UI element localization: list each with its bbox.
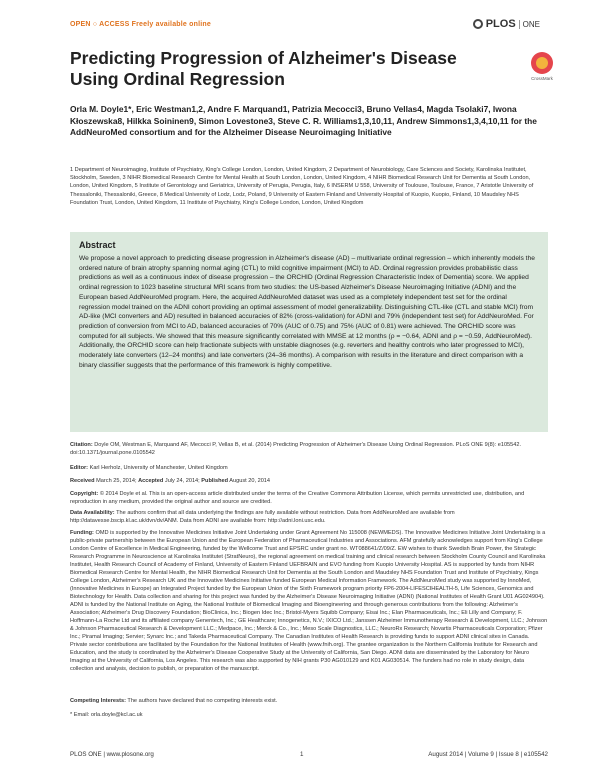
author-list: Orla M. Doyle1*, Eric Westman1,2, Andre F. Marquand1, Patrizia Mecocci3, Bruno Vellas4, Magda Tsolaki7, Iwona Kłoszewska8, Hilkka Soininen9, Simon Lovestone3, Steve C. R. Williams1,3,10,11, Andrew Simmons1,3,4,10,11 for the AddNeuroMed consortium and for the Alzheimer Disease Neuroimaging Initiative xyxy=(70,104,537,137)
top-bar xyxy=(70,18,540,34)
freely-available-text: Freely available online xyxy=(131,21,211,28)
copyright: Copyright: © 2014 Doyle et al. This is an open-access article distributed under the terms of the Creative Commons Attribution License, which permits unrestricted use, distribution, and reproduction in any medium, provided the original author and source are credited. xyxy=(70,491,525,505)
editor: Editor: Karl Herholz, University of Manchester, United Kingdom xyxy=(70,465,228,471)
article-dates: Received March 25, 2014; Accepted July 24, 2014; Published August 20, 2014 xyxy=(70,478,271,484)
footer-issue: August 2014 | Volume 9 | Issue 8 | e105542 xyxy=(428,751,548,758)
funding: Funding: OMD is supported by the Innovative Medicines Initiative Joint Undertaking under Grant Agreement No 115008 (NEWMEDS). The Innovative Medicines Initiative Joint Undertaking is a public-private partnership between the European Union and the European Federation of Pharmaceutical Industries and Associations. AFM gratefully acknowledges support from King's College London Centre of Excellence in Medical Engineering, funded by the Wellcome Trust and EPSRC under grant no. WT088641/Z/09/Z. EW wishes to thank Swedish Brain Power, the Strategic Research Programme in Neuroscience at Karolinska Institutet (StratNeuro), the regional agreement on medical training and clinical research between Stockholm County Council and Karolinska Institutet, Health Research Council of Academy of Finland, University of Eastern Finland UEFBRAIN and EVO funding from Kuopio University Hospital. AS is supported by funds from NIHR Biomedical Research Centre for Mental Health, the NIHR Biomedical Research Unit for Dementia at the South London and Maudsley NHS Foundation Trust and Institute of Psychiatry, Kings College London, Alzheimer's Research UK and the Innovative Medicines Initiative funded European Medical Information Framework. The AddNeuroMed study was supported by InnoMed, (Innovative Medicines in Europe) an Integrated Project funded by the European Union of the Sixth Framework program priority FP6-2004-LIFESCIHEALTH-5, Life Sciences, Genomics and Biotechnology for Health. Data collection and sharing for this project was funded by the Alzheimer's Disease Neuroimaging Initiative (ADNI) (National Institutes of Health Grant U01 AG024904). ADNI is funded by the National Institute on Aging, the National Institute of Biomedical Imaging and Bioengineering and through generous contributions from the following: Alzheimer's Association; Alzheimer's Drug Discovery Foundation; BioClinica, Inc.; Biogen Idec Inc.; Bristol-Myers Squibb Company; Eisai Inc.; Elan Pharmaceuticals, Inc.; Eli Lilly and Company; F. Hoffmann-La Roche Ltd and its affiliated company Genentech, Inc.; GE Healthcare; Innogenetics, N.V.; IXICO Ltd.; Janssen Alzheimer Immunotherapy Research & Development, LLC.; Johnson & Johnson Pharmaceutical Research & Development LLC.; Medpace, Inc.; Merck & Co., Inc.; Meso Scale Diagnostics, LLC.; NeuroRx Research; Novartis Pharmaceuticals Corporation; Pfizer Inc.; Piramal Imaging; Servier; Synarc Inc.; and Takeda Pharmaceutical Company. The Canadian Institutes of Health Research is providing funds to support ADNI clinical sites in Canada. Private sector contributions are facilitated by the Foundation for the National Institutes of Health (www.fnih.org). The grantee organization is the Northern California Institute for Research and Education, and the study is coordinated by the Alzheimer's Disease Cooperative Study at the University of California, San Diego. ADNI data are disseminated by the Laboratory for Neuro Imaging at the University of California, Los Angeles. This research was also supported by NIH grants P30 AG010129 and K01 AG030514. The funders had no role in study design, data collection and analysis, decision to publish, or preparation of the manuscript. xyxy=(70,530,548,672)
article-title: Predicting Progression of Alzheimer's Disease Using Ordinal Regression xyxy=(70,48,457,89)
footer-journal: PLOS ONE | www.plosone.org xyxy=(70,751,154,758)
open-access-lock-icon: ○ xyxy=(92,21,98,28)
abstract-heading: Abstract xyxy=(79,240,116,250)
abstract-box xyxy=(70,232,548,432)
corresponding-email: * Email: orla.doyle@kcl.ac.uk xyxy=(70,712,143,718)
plos-logo-icon xyxy=(473,19,483,29)
data-availability: Data Availability: The authors confirm that all data underlying the findings are fully available without restriction. Data from AddNeuroMed are available from http://datavesse.bscip.kl.ac.uk/dvn/dv/ANM. Data from ADNI are available from: http://adni.loni.usc.edu. xyxy=(70,510,455,524)
crossmark-badge[interactable]: CrossMark xyxy=(528,52,556,81)
abstract-text: We propose a novel approach to predicting disease progression in Alzheimer's disease (AD) – multivariate ordinal regression – which inherently models the ordered nature of brain atrophy spanning normal aging (CTL) to mild cognitive impairment (MCI) to AD. Ordinal regression provides probabilistic class predictions as well as a continuous index of disease progression – the ORCHID (Ordinal Regression Characteristic Index of Dementia) score. We applied ordinal regression to 1023 baseline structural MRI scans from two studies: the US-based Alzheimer's Disease Neuroimaging Initiative (ADNI) and the European based AddNeuroMed program. Here, the acquired AddNeuroMed dataset was used as a completely independent test set for the ordinal regression model trained on the ADNI cohort providing an optimal assessment of model generalizability. Distinguishing CTL-like (CTL and stable MCI) from AD-like (MCI converters and AD) resulted in balanced accuracies of 82% (cross-validation) for ADNI and 79% (independent test set) for AddNeuroMed. For prediction of conversion from MCI to AD, balanced accuracies of 70% (AUC of 0.75) and 75% (AUC of 0.81) were achieved. The ORCHID score was computed for all subjects. We showed that this measure significantly correlated with MMSE at 12 months (ρ = −0.64, ADNI and ρ = −0.59, AddNeuroMed). Additionally, the ORCHID score can help fractionate subjects with unstable diagnoses (e.g. reverters and healthy controls who later progressed to MCI), moderately late converters (12–24 months) and late converters (24–36 months). A comparison with results in the literature and direct comparison with a binary classifier suggests that the performance of this framework is highly competitive. xyxy=(79,255,535,369)
affiliations: 1 Department of Neuroimaging, Institute of Psychiatry, King's College London, London, United Kingdom, 2 Department of Neurobiology, Care Sciences and Society, Karolinska Institutet, Stockholm, Sweden, 3 NIHR Biomedical Research Centre for Mental Health at South London, London, United Kingdom, 4 NIHR Biomedical Research Unit for Dementia at South London, London, United Kingdom, 5 Institute of Gerontology and Geriatrics, University of Perugia, Perugia, Italy, 6 INSERM U 558, University of Toulouse, Toulouse, France, 7 Aristotle University of Thessaloniki, Thessaloniki, Greece, 8 Medical University of Lodz, Lodz, Poland, 9 University of Eastern Finland and University Hospital of Kuopio, Kuopio, Finland, 10 Maudsley NHS Foundation Trust, London, United Kingdom, 11 Institute of Psychiatry, King's College London, London, United Kingdom xyxy=(70,167,534,206)
journal-logo: PLOS ONE xyxy=(473,18,540,30)
competing-interests: Competing Interests: The authors have declared that no competing interests exist. xyxy=(70,698,278,704)
crossmark-icon xyxy=(531,52,553,74)
open-access-label: OPEN ○ ACCESS Freely available online xyxy=(70,21,211,28)
page-number: 1 xyxy=(300,751,304,758)
citation: Citation: Doyle OM, Westman E, Marquand AF, Mecocci P, Vellas B, et al. (2014) Predicting Progression of Alzheimer's Disease Using Ordinal Regression. PLoS ONE 9(8): e105542. doi:10.1371/journal.pone.0105542 xyxy=(70,442,522,456)
